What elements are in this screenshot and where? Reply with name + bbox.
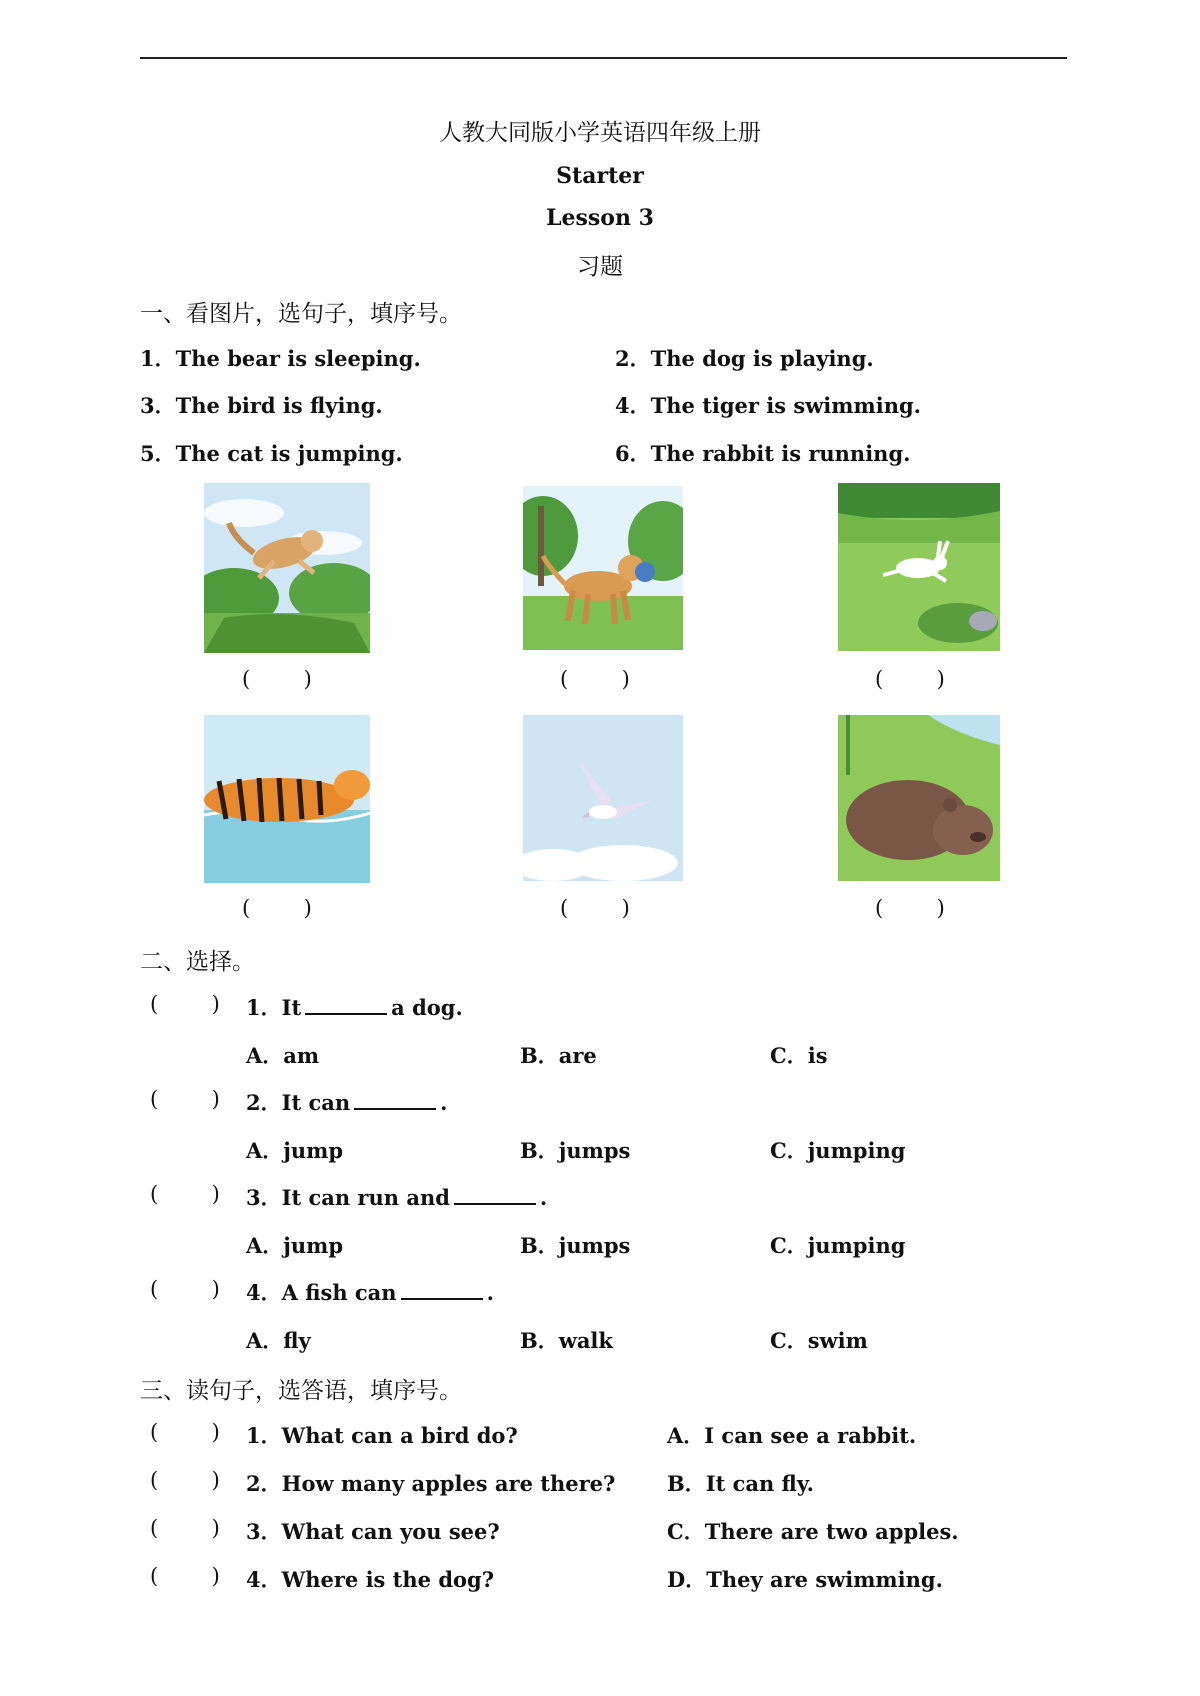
p3-answer-a: A．I can see a rabbit. — [667, 1423, 917, 1448]
p2-q4-text: 4．A fish can . — [246, 1280, 494, 1305]
p2-q2-option-c: C．jumping — [770, 1138, 906, 1163]
p2-q3-option-a: A．jump — [246, 1233, 344, 1258]
picture-4-answer[interactable]: ( ) — [242, 896, 312, 920]
p3-q4-text: 4．Where is the dog? — [246, 1567, 495, 1592]
sentence-3: 3．The bird is flying. — [140, 393, 383, 418]
p3-q4-answer[interactable]: ( ) — [150, 1564, 220, 1588]
part3-heading: 三、读句子，选答语，填序号。 — [140, 1378, 462, 1404]
p2-q4-option-a: A．fly — [246, 1328, 311, 1353]
p3-answer-c: C．There are two apples. — [667, 1519, 959, 1544]
p2-q1-answer[interactable]: ( ) — [150, 992, 220, 1016]
worksheet-title: 人教大同版小学英语四年级上册 — [439, 120, 761, 146]
p3-q3-answer[interactable]: ( ) — [150, 1516, 220, 1540]
bird-flying-picture — [523, 715, 683, 881]
sentence-1: 1．The bear is sleeping. — [140, 346, 421, 371]
sentence-2: 2．The dog is playing. — [615, 346, 874, 371]
lesson-title: Lesson 3 — [546, 205, 654, 231]
fill-blank[interactable] — [305, 1012, 387, 1015]
part1-heading: 一、看图片，选句子，填序号。 — [140, 301, 462, 327]
p2-q1-option-b: B．are — [520, 1043, 597, 1068]
rabbit-running-picture — [838, 483, 1000, 651]
p2-q1-option-a: A．am — [246, 1043, 320, 1068]
sentence-4: 4．The tiger is swimming. — [615, 393, 921, 418]
p2-q2-text: 2．It can . — [246, 1090, 448, 1115]
p3-q1-answer[interactable]: ( ) — [150, 1420, 220, 1444]
dog-playing-picture — [523, 486, 683, 650]
p2-q3-option-c: C．jumping — [770, 1233, 906, 1258]
fill-blank[interactable] — [401, 1297, 483, 1300]
p3-q2-answer[interactable]: ( ) — [150, 1468, 220, 1492]
fill-blank[interactable] — [354, 1107, 436, 1110]
part2-heading: 二、选择。 — [140, 949, 255, 975]
p3-q3-text: 3．What can you see? — [246, 1519, 500, 1544]
picture-1-answer[interactable]: ( ) — [242, 667, 312, 691]
p2-q1-text: 1．It a dog. — [246, 995, 463, 1020]
top-divider — [140, 57, 1067, 59]
picture-2-answer[interactable]: ( ) — [560, 667, 630, 691]
p2-q4-answer[interactable]: ( ) — [150, 1277, 220, 1301]
sentence-5: 5．The cat is jumping. — [140, 441, 403, 466]
p2-q2-option-a: A．jump — [246, 1138, 344, 1163]
p3-answer-b: B．It can fly. — [667, 1471, 814, 1496]
p2-q2-answer[interactable]: ( ) — [150, 1087, 220, 1111]
p3-q2-text: 2．How many apples are there? — [246, 1471, 616, 1496]
p2-q3-answer[interactable]: ( ) — [150, 1182, 220, 1206]
p3-answer-d: D．They are swimming. — [667, 1567, 943, 1592]
p2-q4-option-c: C．swim — [770, 1328, 868, 1353]
unit-title: Starter — [556, 163, 644, 189]
sentence-6: 6．The rabbit is running. — [615, 441, 911, 466]
p2-q2-option-b: B．jumps — [520, 1138, 631, 1163]
p2-q3-text: 3．It can run and . — [246, 1185, 548, 1210]
tiger-swimming-picture — [204, 715, 370, 883]
fill-blank[interactable] — [454, 1202, 536, 1205]
p2-q4-option-b: B．walk — [520, 1328, 613, 1353]
bear-sleeping-picture — [838, 715, 1000, 881]
cat-jumping-picture — [204, 483, 370, 653]
p3-q1-text: 1．What can a bird do? — [246, 1423, 518, 1448]
exercise-subtitle: 习题 — [577, 254, 623, 280]
p2-q1-option-c: C．is — [770, 1043, 828, 1068]
p2-q3-option-b: B．jumps — [520, 1233, 631, 1258]
picture-5-answer[interactable]: ( ) — [560, 896, 630, 920]
picture-3-answer[interactable]: ( ) — [875, 667, 945, 691]
picture-6-answer[interactable]: ( ) — [875, 896, 945, 920]
